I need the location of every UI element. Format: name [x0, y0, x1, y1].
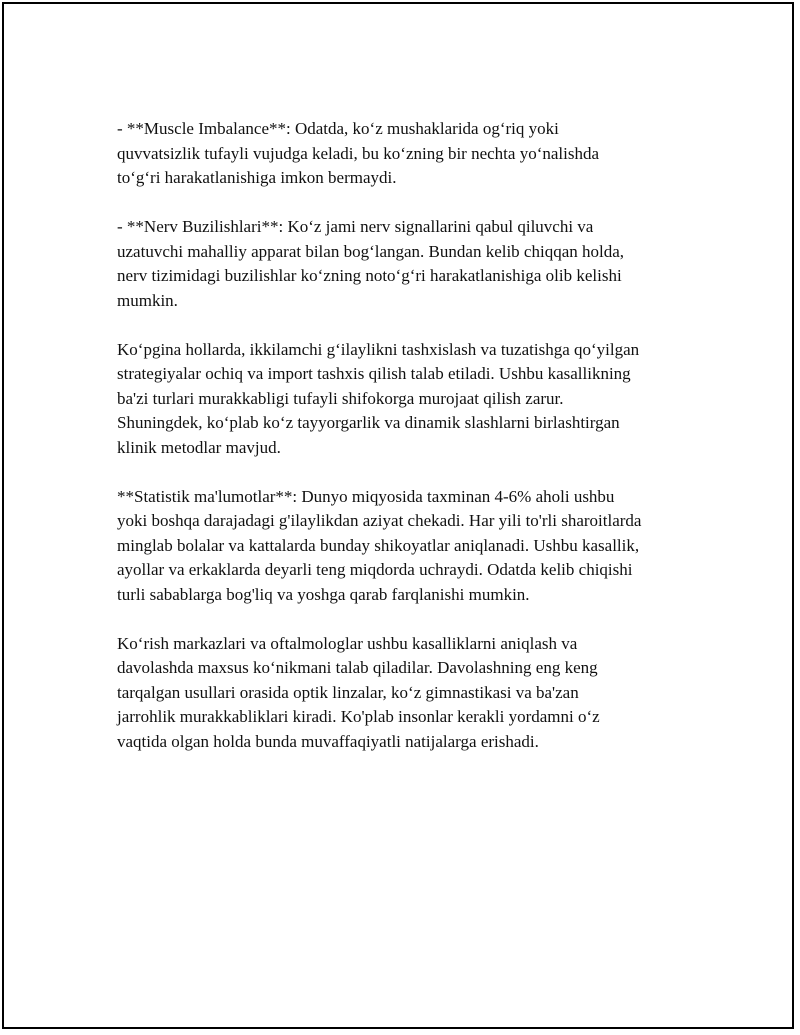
- text-line: vaqtida olgan holda bunda muvaffaqiyatli natijalarga erishadi.: [117, 731, 539, 751]
- text-line: to‘g‘ri harakatlanishiga imkon bermaydi.: [117, 168, 397, 187]
- text-line: Shuningdek, ko‘plab ko‘z tayyorgarlik va dinamik slashlarni birlashtirgan: [117, 413, 620, 432]
- text-line: - **Nerv Buzilishlari**: Ko‘z jami nerv signallarini qabul qiluvchi va: [117, 217, 594, 236]
- paragraph-treatment: [117, 632, 697, 755]
- text-line: minglab bolalar va kattalarda bunday shikoyatlar aniqlanadi. Ushbu kasallik,: [117, 535, 640, 555]
- text-line: quvvatsizlik tufayli vujudga keladi, bu ko‘zning bir nechta yo‘nalishda: [117, 143, 600, 163]
- text-line: yoki boshqa darajadagi g'ilaylikdan aziyat chekadi. Har yili to'rli sharoitlarda: [117, 511, 642, 530]
- text-line: mumkin.: [117, 290, 178, 310]
- text-line: **Statistik ma'lumotlar**: Dunyo miqyosida taxminan 4-6% aholi ushbu: [117, 486, 615, 506]
- text-line: Ko‘rish markazlari va oftalmologlar ushbu kasalliklarni aniqlash va: [117, 633, 578, 653]
- text-line: turli sabablarga bog'liq va yoshga qarab farqlanishi mumkin.: [117, 584, 530, 604]
- text-line: ba'zi turlari murakkabligi tufayli shifokorga murojaat qilish zarur.: [117, 388, 564, 408]
- text-line: davolashda maxsus ko‘nikmani talab qiladilar. Davolashning eng keng: [117, 658, 598, 677]
- text-line: - **Muscle Imbalance**: Odatda, ko‘z mushaklarida og‘riq yoki: [117, 119, 559, 138]
- text-line: tarqalgan usullari orasida optik linzalar, ko‘z gimnastikasi va ba'zan: [117, 682, 579, 702]
- text-line: Ko‘pgina hollarda, ikkilamchi g‘ilaylikni tashxislash va tuzatishga qo‘yilgan: [117, 339, 640, 359]
- paragraph-muscle-imbalance: [117, 117, 697, 191]
- text-line: strategiyalar ochiq va import tashxis qilish talab etiladi. Ushbu kasallikning: [117, 364, 631, 383]
- paragraph-statistics: [117, 485, 697, 608]
- paragraph-diagnosis-strategies: [117, 338, 697, 461]
- text-line: ayollar va erkaklarda deyarli teng miqdorda uchraydi. Odatda kelib chiqishi: [117, 560, 633, 579]
- text-line: uzatuvchi mahalliy apparat bilan bog‘langan. Bundan kelib chiqqan holda,: [117, 241, 625, 261]
- paragraph-nerv-buzilishlari: [117, 215, 697, 313]
- text-line: klinik metodlar mavjud.: [117, 437, 281, 457]
- text-line: nerv tizimidagi buzilishlar ko‘zning noto‘g‘ri harakatlanishiga olib kelishi: [117, 266, 622, 285]
- text-line: jarrohlik murakkabliklari kiradi. Ko'plab insonlar kerakli yordamni o‘z: [117, 707, 600, 726]
- document-body: [117, 117, 697, 779]
